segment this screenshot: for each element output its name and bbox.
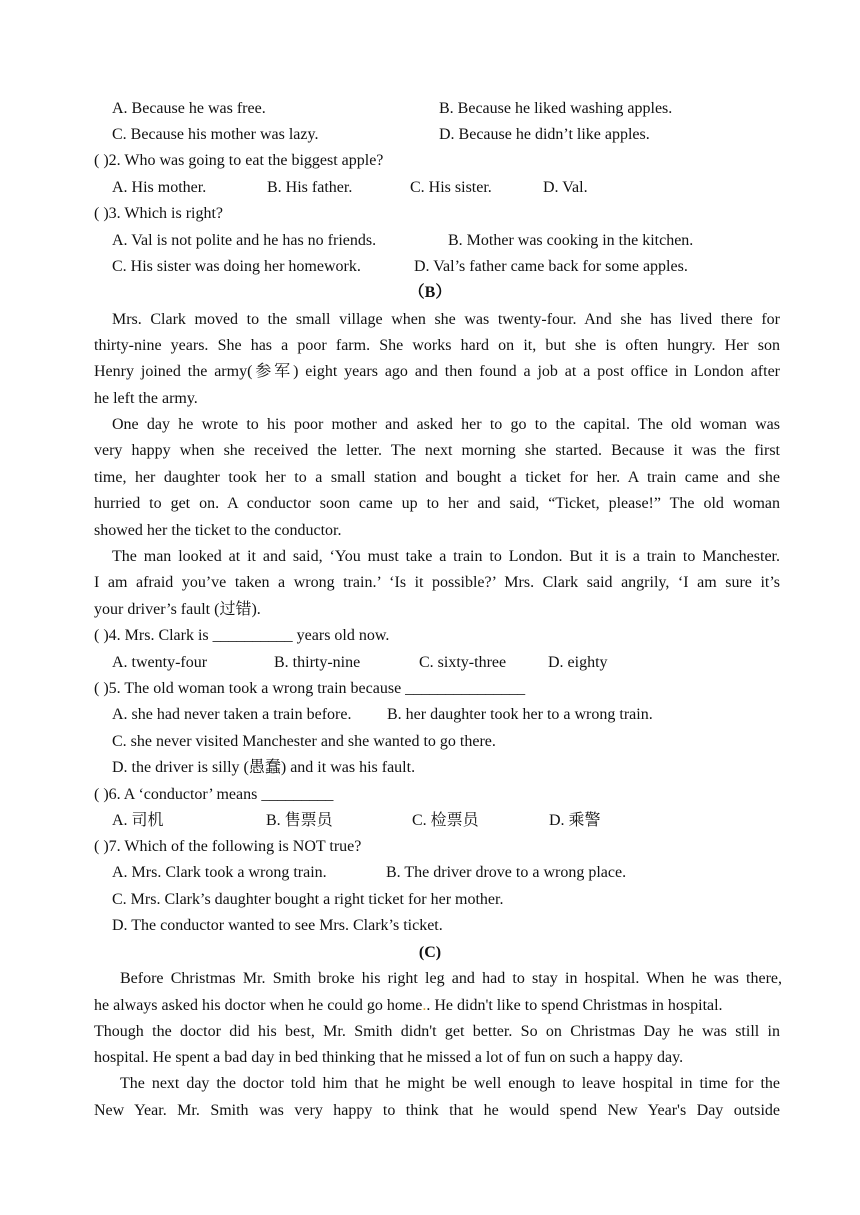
q7-option-a: A. Mrs. Clark took a wrong train. — [112, 864, 327, 881]
q5-option-c: C. she never visited Manchester and she wanted to go there. — [112, 733, 496, 750]
q6-options — [112, 811, 780, 831]
q3-stem: ( )3. Which is right? — [94, 205, 224, 222]
passage-b-p3-line-3: your driver’s fault (过错). — [94, 601, 261, 618]
passage-c-p1-line-2 — [94, 996, 782, 1016]
passage-b-p2-line-4: hurried to get on. A conductor soon came up to her and said, “Ticket, please!” The old woman — [94, 495, 780, 512]
q1-options-row-1 — [112, 99, 780, 119]
q5-option-d: D. the driver is silly (愚蠢) and it was his fault. — [112, 759, 416, 776]
passage-c-p1-line-1: Before Christmas Mr. Smith broke his right leg and had to stay in hospital. When he was there, — [120, 970, 782, 987]
q1-option-b: B. Because he liked washing apples. — [439, 100, 673, 117]
q4-option-a: A. twenty-four — [112, 654, 208, 671]
q4-stem: ( )4. Mrs. Clark is __________ years old now. — [94, 627, 390, 644]
q3-options-row-1 — [112, 231, 780, 251]
q4-option-b: B. thirty-nine — [274, 654, 361, 671]
passage-c-p1-line-4: hospital. He spent a bad day in bed thinking that he missed a lot of fun on such a happy day. — [94, 1049, 684, 1066]
passage-b-p1-line-2: thirty-nine years. She has a poor farm. She works hard on it, but she is often hungry. Her son — [94, 337, 780, 354]
passage-b-p1-line-4: he left the army. — [94, 390, 198, 407]
q3-option-b: B. Mother was cooking in the kitchen. — [448, 232, 694, 249]
q2-option-c: C. His sister. — [410, 179, 492, 196]
q6-option-a: A. 司机 — [112, 812, 164, 829]
q5-stem: ( )5. The old woman took a wrong train because _______________ — [94, 680, 526, 697]
q2-option-b: B. His father. — [267, 179, 353, 196]
q1-options-row-2 — [112, 125, 780, 145]
q2-option-d: D. Val. — [543, 179, 588, 196]
q5-options-row-1 — [112, 705, 780, 725]
q6-option-b: B. 售票员 — [266, 812, 333, 829]
q2-option-a: A. His mother. — [112, 179, 207, 196]
q6-option-d: D. 乘警 — [549, 812, 601, 829]
section-b-heading: （B） — [408, 284, 452, 301]
q6-stem: ( )6. A ‘conductor’ means _________ — [94, 786, 334, 803]
passage-c-p1-line-3: Though the doctor did his best, Mr. Smith didn't get better. So on Christmas Day he was still in — [94, 1023, 780, 1040]
q6-option-c: C. 检票员 — [412, 812, 479, 829]
q4-option-d: D. eighty — [548, 654, 608, 671]
passage-b-p2-line-2: very happy when she received the letter. The next morning she started. Because it was the first — [94, 442, 780, 459]
q2-options — [112, 178, 780, 198]
passage-b-p2-line-1: One day he wrote to his poor mother and asked her to go to the capital. The old woman was — [112, 416, 780, 433]
q7-stem: ( )7. Which of the following is NOT true? — [94, 838, 362, 855]
highlight-dot: . — [422, 997, 427, 1014]
passage-b-p1-line-3: Henry joined the army(参军) eight years ago and then found a job at a post office in London after — [94, 363, 780, 380]
q4-option-c: C. sixty-three — [419, 654, 507, 671]
passage-b-p2-line-3: time, her daughter took her to a small station and bought a ticket for her. A train came and she — [94, 469, 780, 486]
q1-option-a: A. Because he was free. — [112, 100, 266, 117]
q3-options-row-2 — [112, 257, 780, 277]
q7-option-d: D. The conductor wanted to see Mrs. Clark’s ticket. — [112, 917, 443, 934]
q5-option-b: B. her daughter took her to a wrong train. — [387, 706, 653, 723]
section-c-heading: (C) — [418, 944, 442, 961]
passage-c-p2-line-1: The next day the doctor told him that he might be well enough to leave hospital in time for the — [120, 1075, 780, 1092]
q4-options — [112, 653, 780, 673]
passage-c-p1-line-2-part-1: he always asked his doctor when he could go home — [94, 997, 423, 1014]
q1-option-c: C. Because his mother was lazy. — [112, 126, 319, 143]
q7-option-b: B. The driver drove to a wrong place. — [386, 864, 627, 881]
q5-option-a: A. she had never taken a train before. — [112, 706, 352, 723]
q3-option-a: A. Val is not polite and he has no friends. — [112, 232, 377, 249]
passage-b-p3-line-2: I am afraid you’ve taken a wrong train.’ ‘Is it possible?’ Mrs. Clark said angrily, ‘I am sure it’s — [94, 574, 780, 591]
passage-b-p2-line-5: showed her the ticket to the conductor. — [94, 522, 342, 539]
q3-option-c: C. His sister was doing her homework. — [112, 258, 361, 275]
q7-options-row-1 — [112, 863, 780, 883]
passage-b-p1-line-1: Mrs. Clark moved to the small village when she was twenty-four. And she has lived there for — [112, 311, 780, 328]
q3-option-d: D. Val’s father came back for some apples. — [414, 258, 688, 275]
q7-option-c: C. Mrs. Clark’s daughter bought a right ticket for her mother. — [112, 891, 504, 908]
q1-option-d: D. Because he didn’t like apples. — [439, 126, 650, 143]
passage-c-p1-line-2-part-2: . He didn't like to spend Christmas in hospital. — [426, 997, 723, 1014]
passage-b-p3-line-1: The man looked at it and said, ‘You must take a train to London. But it is a train to Manchester. — [112, 548, 780, 565]
q2-stem: ( )2. Who was going to eat the biggest apple? — [94, 152, 384, 169]
passage-c-p2-line-2: New Year. Mr. Smith was very happy to think that he would spend New Year's Day outside — [94, 1102, 780, 1119]
